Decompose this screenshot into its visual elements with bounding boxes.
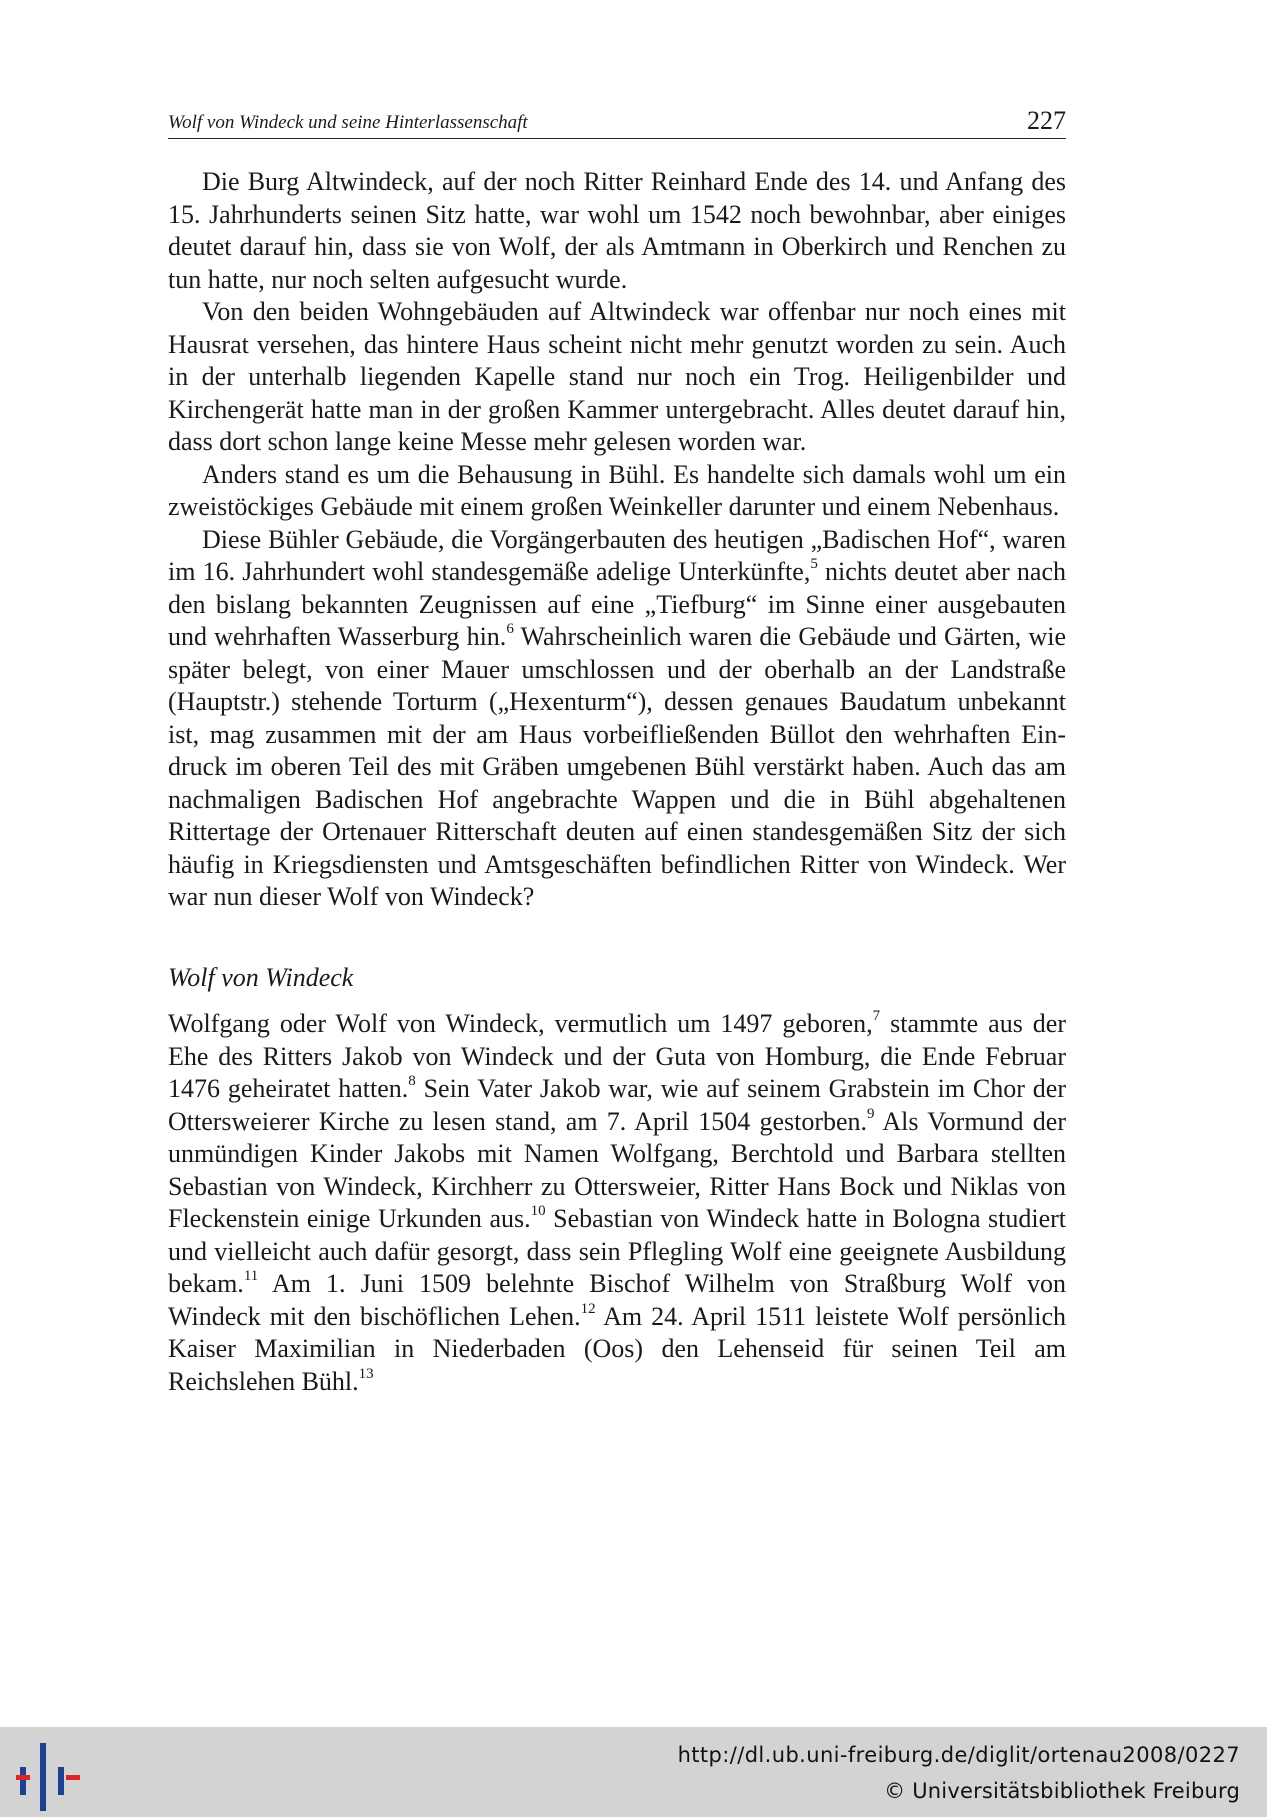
paragraph-text: Wahrscheinlich waren die Gebäude und Gärten, wie später belegt, von einer Mauer umschlossen und der oberhalb an der Landstraße (Hauptstr.) stehende Torturm („Hexenturm“), dessen genaues Baudatum unbekannt ist, mag zusammen mit der am Haus vorbeifließenden Büllot den wehrhaften Eindruck im oberen Teil des mit Gräben umgebenen Bühl verstärkt haben. Auch das am nachmaligen Badischen Hof angebrachte Wappen und die in Bühl abgehaltenen Rittertage der Ortenauer Ritterschaft deuten auf einen standesgemäßen Sitz der sich häufig in Kriegsdiensten und Amtsgeschäften befindlichen Ritter von Windeck. Wer war nun dieser Wolf von Windeck?: [168, 622, 1066, 911]
paragraph-text: nichts deutet aber nach den bislang bekannten Zeugnissen auf eine „Tiefburg“ im Sinne einer ausgebauten und wehrhaften Wasserburg hin.: [168, 557, 1066, 651]
footer-url[interactable]: http://dl.ub.uni-freiburg.de/diglit/ortenau2008/0227: [677, 1743, 1240, 1767]
footnote-ref[interactable]: 5: [810, 556, 818, 573]
running-title: Wolf von Windeck und seine Hinterlassenschaft: [168, 112, 528, 133]
footnote-ref[interactable]: 12: [580, 1300, 596, 1317]
paragraph: [168, 524, 1066, 914]
paragraph: [168, 166, 1066, 296]
paragraph-text: Sein Vater Jakob war, wie auf seinem Grabstein im Chor der Ottersweierer Kirche zu lesen stand, am 7. April 1504 gestorben.: [168, 1074, 1066, 1136]
paragraph-text: stammte aus der Ehe des Ritters Jakob von Windeck und der Guta von Homburg, die Ende Februar 1476 geheiratet hatten.: [168, 1009, 1066, 1103]
page: [168, 108, 1066, 1398]
paragraph-text: Die Burg Altwindeck, auf der noch Ritter Reinhard Ende des 14. und Anfang des 15. Jahrhunderts seinen Sitz hatte, war wohl um 1542 noch bewohnbar, aber einiges deutet darauf hin, dass sie von Wolf, der als Amtmann in Oberkirch und Renchen zu tun hatte, nur noch selten aufgesucht wurde.: [168, 167, 1066, 294]
paragraph-text: Sebastian von Windeck hatte in Bologna studiert und vielleicht auch dafür gesorgt, dass sein Pflegling Wolf eine geeignete Ausbildung bekam.: [168, 1204, 1066, 1298]
footnote-ref[interactable]: 7: [872, 1008, 881, 1025]
section-heading: Wolf von Windeck: [168, 962, 354, 992]
logo-bar-blue-short-right: [58, 1767, 64, 1795]
logo-bar-red-left: [16, 1775, 30, 1780]
logo-bar-red-right: [66, 1775, 80, 1780]
paragraph-text: Am 24. April 1511 leistete Wolf persönlich Kaiser Maximilian in Niederbaden (Oos) den Lehenseid für seinen Teil am Reichslehen Bühl.: [168, 1301, 1066, 1396]
page-number: 227: [1027, 106, 1066, 135]
paragraph-text: Diese Bühler Gebäude, die Vorgängerbauten des heutigen „Badischen Hof“, waren im 16. Jahrhundert wohl standesgemäße adelige Unterkünfte,: [168, 524, 1066, 586]
paragraph-text: Von den beiden Wohngebäuden auf Altwindeck war offenbar nur noch eines mit Hausrat versehen, das hintere Haus scheint nicht mehr genutzt worden zu sein. Auch in der unterhalb liegenden Kapelle stand nur noch ein Trog. Heiligenbilder und Kirchengerät hatte man in der großen Kammer untergebracht. Alles deutet darauf hin, dass dort schon lange keine Messe mehr gelesen worden war.: [168, 297, 1066, 456]
section-paragraph-group: [168, 1008, 1066, 1398]
logo-bar-blue-tall: [40, 1743, 46, 1811]
footnote-ref[interactable]: 8: [408, 1073, 416, 1090]
paragraph: [168, 459, 1066, 524]
footer-bar: [0, 1727, 1267, 1817]
paragraph: [168, 1008, 1066, 1398]
paragraph-text: Als Vormund der unmündigen Kinder Jakobs mit Namen Wolfgang, Berchtold und Barbara stellten Sebastian von Windeck, Kirchherr zu Ottersweier, Ritter Hans Bock und Niklas von Fleckenstein einige Urkunden aus.: [168, 1106, 1066, 1233]
paragraph-text: Anders stand es um die Behausung in Bühl. Es handelte sich damals wohl um ein zweistöckiges Gebäude mit einem großen Weinkeller darunter und einem Nebenhaus.: [168, 459, 1066, 521]
footnote-ref[interactable]: 9: [867, 1105, 875, 1122]
running-head: [168, 108, 1066, 139]
footer-copyright: © Universitätsbibliothek Freiburg: [884, 1779, 1240, 1803]
paragraph: [168, 296, 1066, 459]
paragraph-group: [168, 166, 1066, 914]
footnote-ref[interactable]: 10: [530, 1203, 546, 1220]
library-logo-icon: [16, 1741, 82, 1813]
footnote-ref[interactable]: 13: [358, 1365, 374, 1382]
footnote-ref[interactable]: 11: [243, 1268, 259, 1285]
body-text: [168, 166, 1066, 1398]
logo-bar-blue-short: [20, 1767, 26, 1795]
paragraph-text: Wolfgang oder Wolf von Windeck, vermutlich um 1497 geboren,: [168, 1009, 873, 1038]
paragraph-text: Am 1. Juni 1509 belehnte Bischof Wilhelm von Straßburg Wolf von Windeck mit den bischöflichen Lehen.: [168, 1269, 1066, 1331]
footnote-ref[interactable]: 6: [506, 621, 514, 638]
